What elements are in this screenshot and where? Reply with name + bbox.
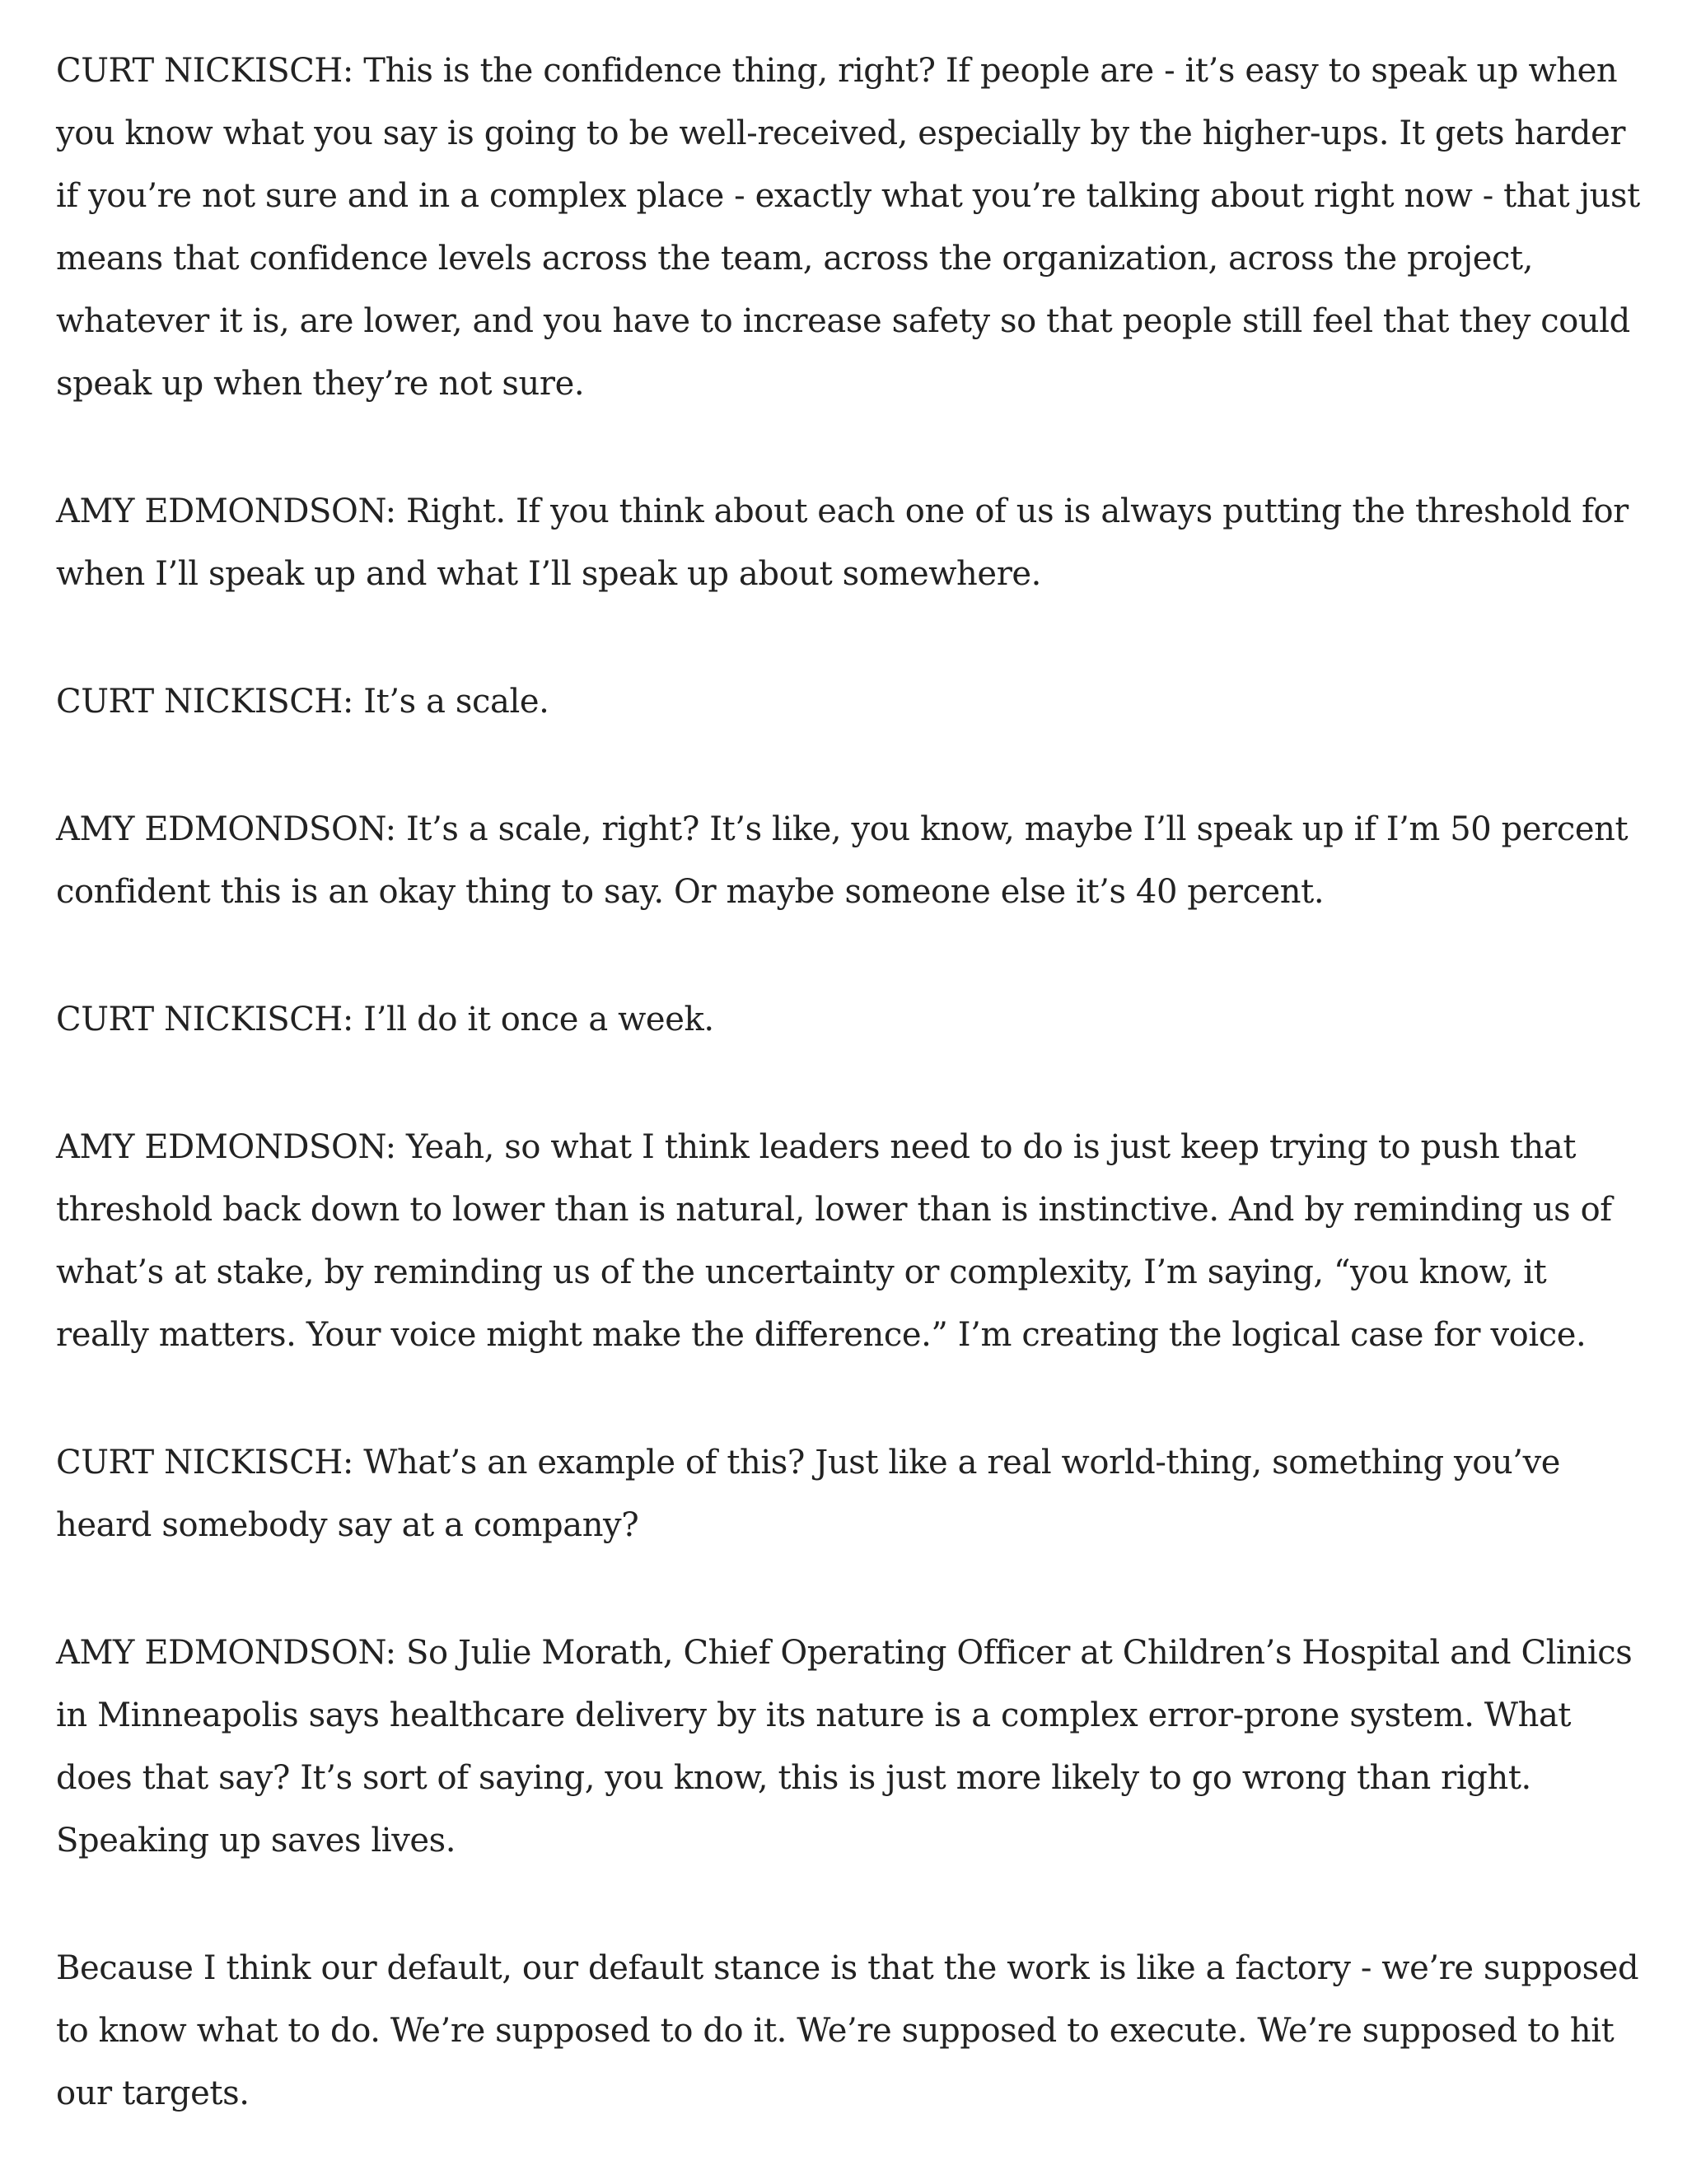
paragraph-curt-once-a-week: CURT NICKISCH: I’ll do it once a week.	[56, 1001, 714, 1038]
transcript-body	[56, 40, 1641, 2125]
paragraph-amy-default-stance: Because I think our default, our default stance is that the work is like a factory - we’re supposed to know what to do. We’re supposed to do it. We’re supposed to execute. We’re supposed to hit our targets.	[56, 1949, 1639, 2112]
paragraph-curt-example: CURT NICKISCH: What’s an example of this? Just like a real world-thing, something you’ve heard somebody say at a company?	[56, 1444, 1561, 1544]
paragraph-amy-leaders: AMY EDMONDSON: Yeah, so what I think leaders need to do is just keep trying to push that threshold back down to lower than is natural, lower than is instinctive. And by reminding us of what’s at stake, by reminding us of the uncertainty or complexity, I’m saying, “you know, it really matters. Your voice might make the difference.” I’m creating the logical case for voice.	[56, 1128, 1612, 1354]
paragraph-amy-scale: AMY EDMONDSON: It’s a scale, right? It’s like, you know, maybe I’ll speak up if I’m 50 percent confident this is an okay thing to say. Or maybe someone else it’s 40 percent.	[56, 810, 1629, 911]
paragraph-curt-confidence: CURT NICKISCH: This is the confidence thing, right? If people are - it’s easy to speak up when you know what you say is going to be well-received, especially by the higher-ups. It gets harder if you’re not sure and in a complex place - exactly what you’re talking about right now - that just means that confidence levels across the team, across the organization, across the project, whatever it is, are lower, and you have to increase safety so that people still feel that they could speak up when they’re not sure.	[56, 52, 1640, 403]
paragraph-amy-threshold: AMY EDMONDSON: Right. If you think about each one of us is always putting the threshold for when I’ll speak up and what I’ll speak up about somewhere.	[56, 492, 1629, 593]
paragraph-curt-scale: CURT NICKISCH: It’s a scale.	[56, 683, 549, 721]
paragraph-amy-julie-morath: AMY EDMONDSON: So Julie Morath, Chief Operating Officer at Children’s Hospital and Clinics in Minneapolis says healthcare delivery by its nature is a complex error-prone system. What does that say? It’s sort of saying, you know, this is just more likely to go wrong than right. Speaking up saves lives.	[56, 1634, 1633, 1860]
